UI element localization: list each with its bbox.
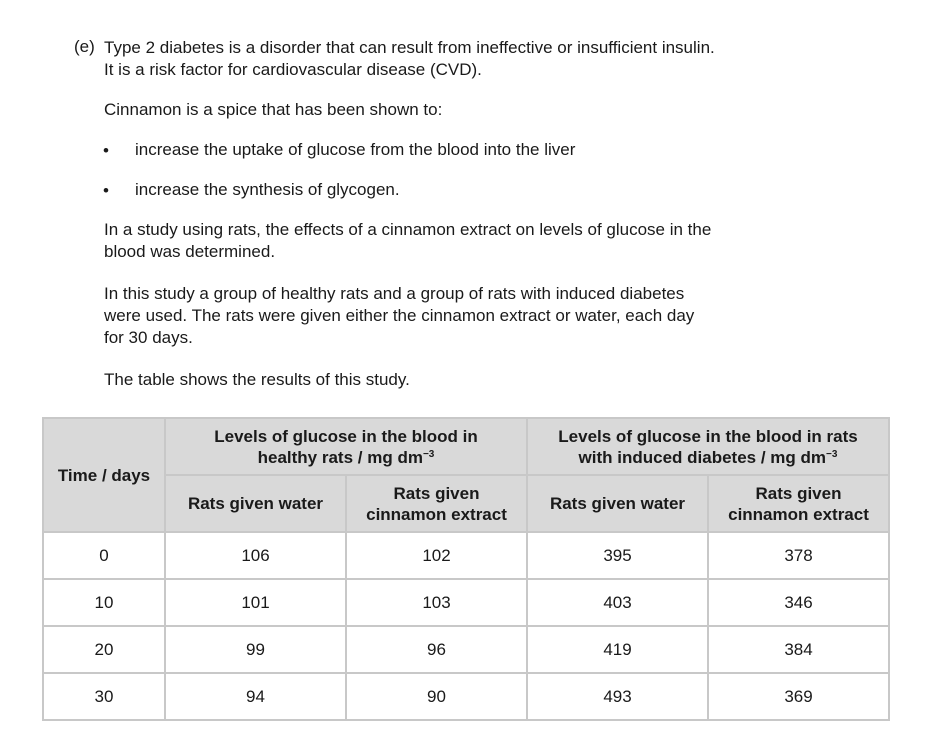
time-header: Time / days <box>43 418 165 532</box>
cinnamon-intro: Cinnamon is a spice that has been shown to: <box>104 100 443 119</box>
diabetic-water-cell: 395 <box>527 532 708 579</box>
table-row <box>43 532 889 579</box>
healthy-water-cell: 94 <box>165 673 346 720</box>
intro-line-1: Type 2 diabetes is a disorder that can result from ineffective or insufficient insulin. <box>104 38 715 57</box>
time-cell: 10 <box>43 579 165 626</box>
time-cell: 0 <box>43 532 165 579</box>
study-paragraph <box>104 219 711 263</box>
table-row <box>43 579 889 626</box>
diabetic-cinnamon-cell: 369 <box>708 673 889 720</box>
question-label: (e) <box>74 37 95 56</box>
diabetic-cinnamon-cell: 384 <box>708 626 889 673</box>
diabetic-water-cell: 419 <box>527 626 708 673</box>
groups-line-3: for 30 days. <box>104 328 193 347</box>
diabetic-cinnamon-cell: 346 <box>708 579 889 626</box>
groups-line-2: were used. The rats were given either the cinnamon extract or water, each day <box>104 306 695 325</box>
time-cell: 20 <box>43 626 165 673</box>
diabetic-water-header: Rats given water <box>527 475 708 532</box>
unit-exponent: −3 <box>422 448 435 460</box>
results-table <box>42 417 890 721</box>
bullet-item: increase the synthesis of glycogen. <box>135 180 400 199</box>
time-cell: 30 <box>43 673 165 720</box>
diabetic-water-cell: 403 <box>527 579 708 626</box>
healthy-water-cell: 101 <box>165 579 346 626</box>
diabetic-cinnamon-cell: 378 <box>708 532 889 579</box>
intro-line-2: It is a risk factor for cardiovascular disease (CVD). <box>104 60 482 79</box>
healthy-cinnamon-header: Rats given cinnamon extract <box>346 475 527 532</box>
study-line-2: blood was determined. <box>104 242 276 261</box>
healthy-cinnamon-cell: 90 <box>346 673 527 720</box>
healthy-rats-header: Levels of glucose in the blood in healthy rats / mg $dm^{-3}$ <box>165 418 527 475</box>
bullet-dot-icon: • <box>103 141 109 160</box>
table-subheader-row <box>43 475 889 532</box>
diabetic-cinnamon-header: Rats given cinnamon extract <box>708 475 889 532</box>
diabetic-rats-header: Levels of glucose in the blood in rats with induced diabetes / mg $dm^{-3}$ <box>527 418 889 475</box>
table-row <box>43 673 889 720</box>
intro-paragraph <box>104 37 715 81</box>
table-intro: The table shows the results of this study. <box>104 370 410 389</box>
table-header-row <box>43 418 889 475</box>
healthy-water-header: Rats given water <box>165 475 346 532</box>
healthy-cinnamon-cell: 102 <box>346 532 527 579</box>
healthy-cinnamon-cell: 103 <box>346 579 527 626</box>
healthy-water-cell: 99 <box>165 626 346 673</box>
diabetic-water-cell: 493 <box>527 673 708 720</box>
unit-exponent: −3 <box>826 448 838 460</box>
groups-paragraph <box>104 283 694 349</box>
bullet-dot-icon: • <box>103 181 109 200</box>
table-row <box>43 626 889 673</box>
healthy-water-cell: 106 <box>165 532 346 579</box>
bullet-item: increase the uptake of glucose from the blood into the liver <box>135 140 576 159</box>
groups-line-1: In this study a group of healthy rats and a group of rats with induced diabetes <box>104 284 685 303</box>
study-line-1: In a study using rats, the effects of a cinnamon extract on levels of glucose in the <box>104 220 712 239</box>
healthy-cinnamon-cell: 96 <box>346 626 527 673</box>
